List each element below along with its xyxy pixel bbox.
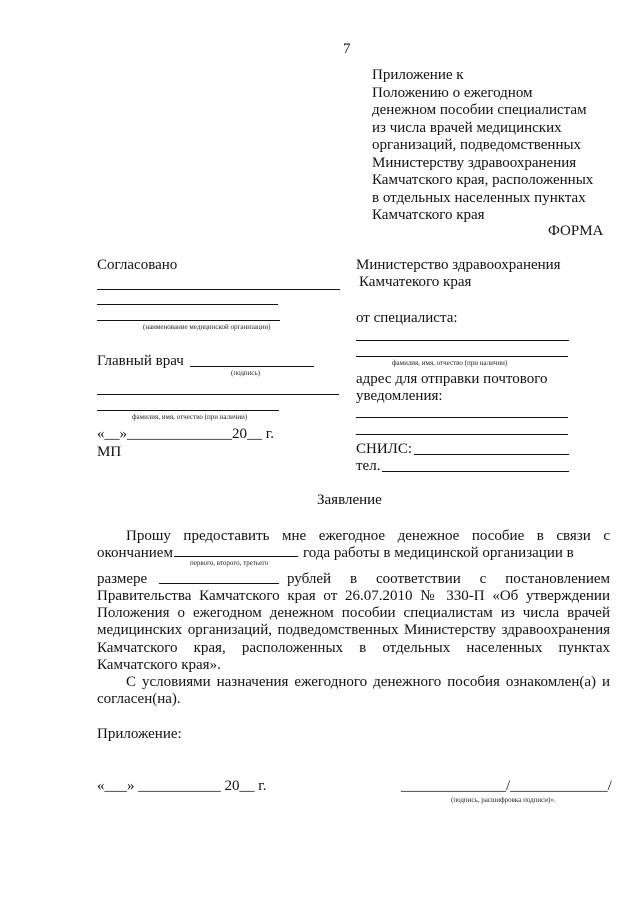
phone-label: тел. <box>356 458 381 474</box>
appendix-line: Министерству здравоохранения <box>372 154 577 171</box>
chief-doctor-name-line-1[interactable] <box>97 394 339 395</box>
approval-date-line: «__»______________20__ г. <box>97 426 274 442</box>
appendix-line: Приложение к <box>372 67 464 83</box>
year-field-line[interactable] <box>174 556 298 557</box>
address-label-line-2: уведомления: <box>356 388 443 404</box>
specialist-name-line-1[interactable] <box>356 340 569 341</box>
org-name-line-3[interactable] <box>97 320 280 321</box>
footer-date-line: «___» ___________ 20__ г. <box>97 778 267 794</box>
chief-doctor-signature-line[interactable] <box>190 366 314 367</box>
appendix-line: денежном пособии специалистам <box>372 102 587 118</box>
appendix-line: Камчатского края, расположенных <box>372 172 594 188</box>
org-name-caption: (наименование медицинской организации) <box>143 323 271 331</box>
statement-line-5: Положения о ежегодном денежном пособии специалистам из числа врачей <box>97 605 610 621</box>
address-line-2[interactable] <box>356 434 568 435</box>
chief-doctor-fio-caption: фамилия, имя, отчество (при наличии) <box>132 413 248 421</box>
org-name-line-2[interactable] <box>97 304 278 305</box>
address-line-1[interactable] <box>356 417 568 418</box>
from-specialist-label: от специалиста: <box>356 310 458 326</box>
chief-doctor-name-line-2[interactable] <box>97 410 279 411</box>
appendix-line: Положению о ежегодном <box>372 84 533 101</box>
chief-doctor-label: Главный врач <box>97 353 184 369</box>
statement-line-4: Правительства Камчатского края от 26.07.2010 № 330-П «Об утверждении <box>97 588 610 604</box>
snils-label: СНИЛС: <box>356 441 413 457</box>
specialist-fio-caption: фамилия, имя, отчество (при наличии) <box>392 359 508 367</box>
attachment-label: Приложение: <box>97 726 182 742</box>
statement-line-3a: размере <box>97 571 148 587</box>
appendix-line: организаций, подведомственных <box>372 137 582 153</box>
signature-caption: (подпись) <box>231 369 261 377</box>
statement-line-6: медицинских организаций, подведомственных Министерству здравоохранения <box>97 622 610 638</box>
amount-field-line[interactable] <box>159 583 279 584</box>
specialist-name-line-2[interactable] <box>356 356 568 357</box>
form-label: ФОРМА <box>548 223 604 239</box>
footer-signature-line: ______________/_____________/ <box>401 778 612 794</box>
statement-line-2a: окончанием <box>97 545 173 561</box>
ministry-line-2: Камчатекого края <box>359 274 472 290</box>
phone-field-line[interactable] <box>382 471 569 472</box>
statement-line-1: Прошу предоставить мне ежегодное денежное пособие в связи с <box>126 528 610 544</box>
conditions-line-1: С условиями назначения ежегодного денежного пособия ознакомлен(а) и <box>126 674 610 690</box>
appendix-line: Камчатского края <box>372 207 485 223</box>
org-name-line-1[interactable] <box>97 289 340 290</box>
statement-line-7: Камчатского края, расположенных в отдельных населенных пунктах <box>97 640 610 656</box>
ministry-line-1: Министерство здравоохранения <box>356 257 561 273</box>
statement-line-2b: года работы в медицинской организации в <box>303 545 574 561</box>
conditions-line-2: согласен(на). <box>97 691 181 707</box>
agreed-label: Согласовано <box>97 257 178 273</box>
snils-field-line[interactable] <box>414 454 569 455</box>
appendix-header <box>372 67 612 225</box>
statement-line-8: Камчатского края». <box>97 657 221 673</box>
year-caption: первого, второго, третьего <box>190 559 269 567</box>
statement-line-3b: рублей в соответствии с постановлением <box>287 571 610 587</box>
appendix-line: из числа врачей медицинских <box>372 119 562 136</box>
appendix-line: в отдельных населенных пунктах <box>372 189 586 206</box>
stamp-label: МП <box>97 444 122 460</box>
address-label-line-1: адрес для отправки почтового <box>356 371 548 387</box>
footer-signature-caption: (подпись, расшифровка подписи)». <box>451 796 556 804</box>
statement-title: Заявление <box>317 492 382 508</box>
page-number: 7 <box>343 41 351 57</box>
